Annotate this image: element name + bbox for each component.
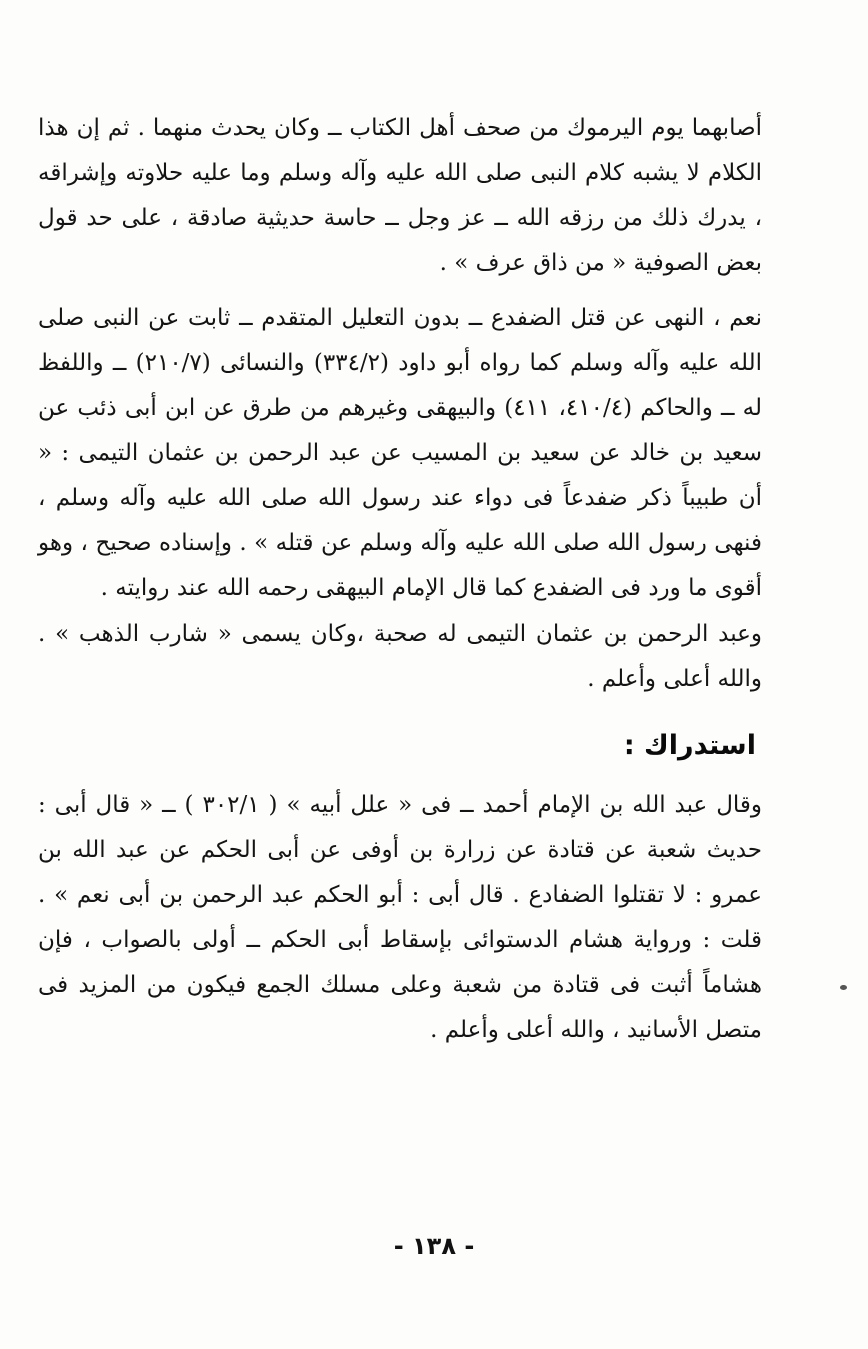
paragraph-2 [38,296,762,611]
paragraph-1 [38,106,762,286]
paragraph-1-text: أصابهما يوم اليرموك من صحف أهل الكتاب ــ وكان يحدث منهما . ثم إن هذا الكلام لا يشبه كلام النبى صلى الله عليه وآله وسلم وما عليه حلاوته وإشراقه ، يدرك ذلك من رزقه الله ــ عز وجل ــ حاسة حديثية صادقة ، على حد قول بعض الصوفية « من ذاق عرف » . [38,115,762,276]
paragraph-2-text: نعم ، النهى عن قتل الضفدع ــ بدون التعليل المتقدم ــ ثابت عن النبى صلى الله عليه وآله وسلم كما رواه أبو داود (٣٣٤/٢) والنسائى (٢١٠/٧) ــ واللفظ له ــ والحاكم (٤١٠/٤، ٤١١) والبيهقى وغيرهم من طرق عن ابن أبى ذئب عن سعيد بن خالد عن سعيد بن المسيب عن عبد الرحمن بن عثمان التيمى : « أن طبيباً ذكر ضفدعاً فى دواء عند رسول الله صلى الله عليه وآله وسلم ، فنهى رسول الله صلى الله عليه وآله وسلم عن قتله » . وإسناده صحيح ، وهو أقوى ما ورد فى الضفدع كما قال الإمام البيهقى رحمه الله عند روايته . [38,305,763,601]
page-number: - ١٣٨ - [393,1232,475,1260]
paragraph-4 [38,783,762,1053]
paragraph-3 [38,612,762,702]
scan-speck [840,985,847,990]
section-heading: استدراك : [623,730,756,761]
paragraph-4-text: وقال عبد الله بن الإمام أحمد ــ فى « علل أبيه » ( ٣٠٢/١ ) ــ « قال أبى : حديث شعبة عن قتادة عن زرارة بن أوفى عن أبى الحكم عن عبد الله بن عمرو : لا تقتلوا الضفادع . قال أبى : أبو الحكم عبد الرحمن بن أبى نعم » . قلت : ورواية هشام الدستوائى بإسقاط أبى الحكم ــ أولى بالصواب ، فإن هشاماً أثبت فى قتادة من شعبة وعلى مسلك الجمع فيكون من المزيد فى متصل الأسانيد ، والله أعلى وأعلم . [38,792,763,1043]
paragraph-3-text: وعبد الرحمن بن عثمان التيمى له صحبة ،وكان يسمى « شارب الذهب » . والله أعلى وأعلم . [38,621,762,692]
